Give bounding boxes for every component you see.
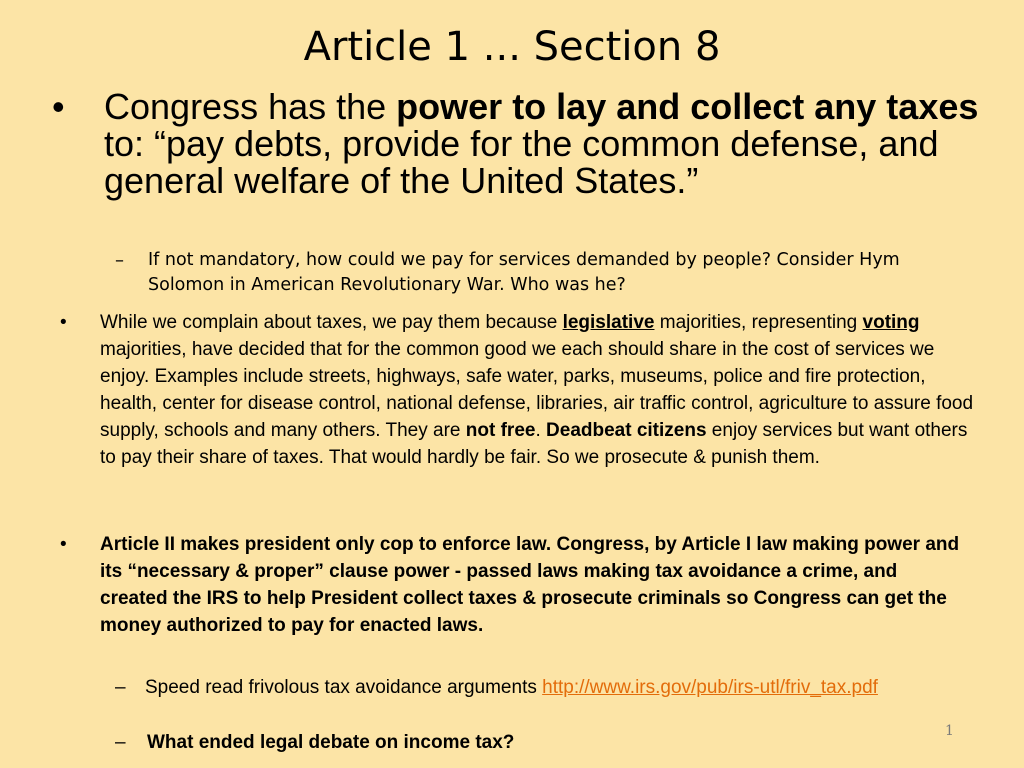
irs-frivolous-tax-link[interactable]: http://www.irs.gov/pub/irs-utl/friv_tax.pdf <box>542 677 878 698</box>
sub-bullet-text: Speed read frivolous tax avoidance arguments <box>145 677 543 698</box>
bullet-text: While we complain about taxes, we pay them because <box>100 312 563 333</box>
bullet-bold-text: power to lay and collect any taxes <box>396 86 979 127</box>
bullet-text: Congress has the <box>104 86 397 127</box>
bullet-marker: • <box>52 86 65 127</box>
bullet-marker: • <box>60 312 67 333</box>
dash-marker: – <box>115 250 124 271</box>
bullet-text: majorities, representing <box>654 312 863 333</box>
emphasis-not-free: not free <box>465 420 536 441</box>
bullet-congress-taxing-power <box>104 88 984 199</box>
dash-marker: – <box>115 732 126 753</box>
emphasis-voting: voting <box>862 312 920 333</box>
bullet-text: majorities, have decided that for the common good we each should share in the cost of services we enjoy. Examples include streets, highways, safe water, parks, museums, police and fire protection, health, center for disease control, national defense, libraries, air traffic control, agriculture to assure food supply, schools and many others. They are <box>100 339 974 441</box>
page-number: 1 <box>945 723 954 739</box>
bullet-text: enjoy services but want others to pay their share of taxes. That would hardly be fair. So we prosecute & punish them. <box>100 420 968 468</box>
emphasis-deadbeat-citizens: Deadbeat citizens <box>546 420 707 441</box>
sub-bullet-hym-solomon: If not mandatory, how could we pay for services demanded by people? Consider Hym Solomon in American Revolutionary War. Who was he? <box>148 250 900 295</box>
emphasis-legislative: legislative <box>562 312 655 333</box>
sub-bullet-frivolous-arguments <box>145 674 925 701</box>
bullet-marker: • <box>60 534 67 555</box>
slide-title: Article 1 ... Section 8 <box>303 24 721 70</box>
bullet-text: . <box>535 420 547 441</box>
sub-bullet-income-tax-question: What ended legal debate on income tax? <box>147 732 515 753</box>
dash-marker: – <box>115 677 126 698</box>
bullet-text: to: “pay debts, provide for the common defense, and general welfare of the United States.” <box>104 123 939 201</box>
bullet-why-we-pay-taxes <box>100 309 980 471</box>
bullet-article-ii-irs: Article II makes president only cop to enforce law. Congress, by Article I law making power and its “necessary & proper” clause power - passed laws making tax avoidance a crime, and created the IRS to help President collect taxes & prosecute criminals so Congress can get the money authorized to pay for enacted laws. <box>100 534 960 636</box>
